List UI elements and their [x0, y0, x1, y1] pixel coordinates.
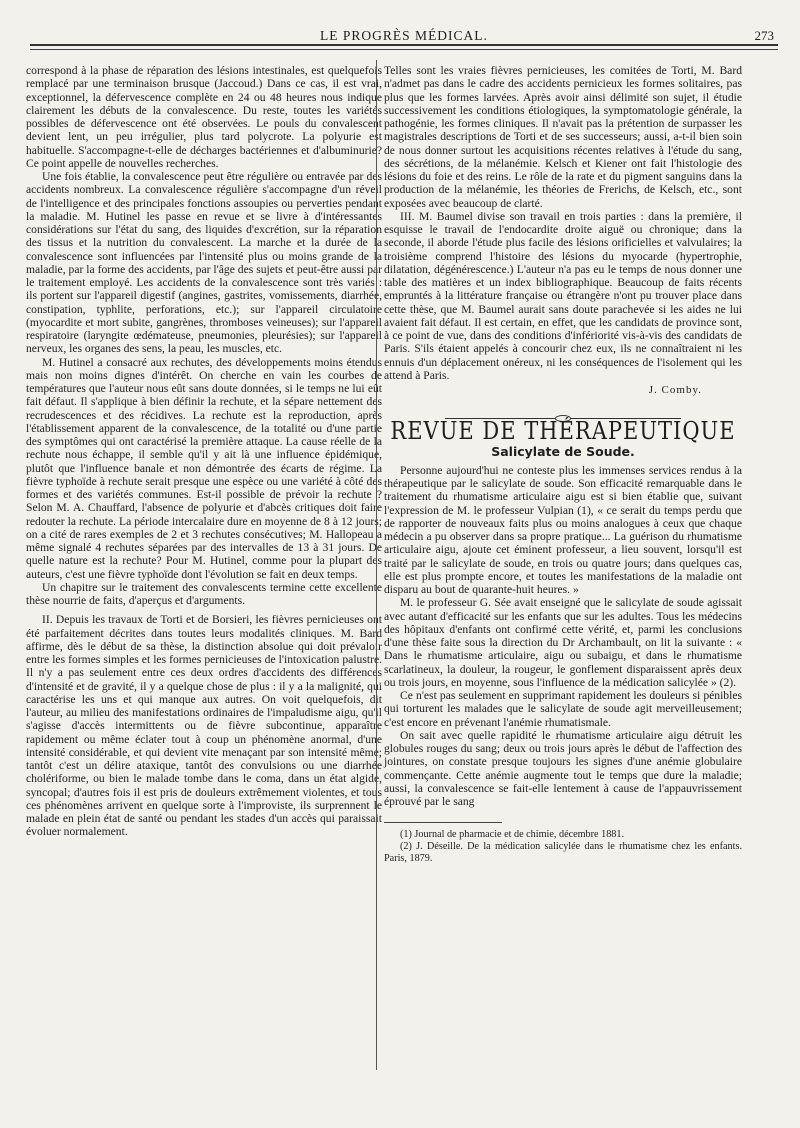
paragraph: Ce n'est pas seulement en supprimant rapidement les douleurs si pénibles qui torturent les malades que le salicylate de soude agit merveilleusement; c'est encore en prévenant l'anémie rhumatismale. — [384, 689, 742, 729]
paragraph: III. M. Baumel divise son travail en trois parties : dans la première, il esquisse le travail de l'endocardite droite aiguë ou chronique; dans la seconde, il aborde l'étude plus facile des lésions orificielles et valvulaires; la troisième comprend l'histoire des lésions du myocarde (hypertrophie, dilatation, dégénérescence.) L'auteur n'a pas eu le temps de nous donner une table des matières et un index bibliographique. Beaucoup de faits récents empruntés à la littérature française ou étrangère n'ont pu trouver place dans cette thèse, que M. Baumel aurait sans doute parachevée si les aides ne lui avaient fait défaut. Il est certain, en effet, que les candidats de province sont, à ce point de vue, dans des conditions d'infériorité vis-à-vis des candidats de Paris. S'ils étaient appelés à concourir chez eux, ils ne connaîtraient ni les ennuis d'un déplacement onéreux, ni les conséquences de l'isolement qui les attend à Paris. — [384, 209, 742, 382]
paragraph: M. le professeur G. Sée avait enseigné que le salicylate de soude agissait avec autant d'efficacité sur les enfants que sur les adultes. Tous les médecins des hôpitaux d'enfants ont confirmé cette vérité, et, parmi les conclusions d'une thèse faite sous la direction du Dr Archambault, on lit la suivante : « Dans le rhumatisme articulaire, aigu ou subaigu, et dans le rhumatisme scarlatineux, la douleur, la rougeur, le gonflement disparaissent après deux ou trois jours, en moyenne, sous l'influence de la médication salicylée » (2). — [384, 596, 742, 689]
paragraph: On sait avec quelle rapidité le rhumatisme articulaire aigu détruit les globules rouges du sang; deux ou trois jours après le début de l'affection des jointures, on constate presque toujours les signes d'une anémie globulaire commençante. Cette anémie augmente tout le temps que dure la maladie; aussi, la convalescence se fait-elle lentement à cause de l'appauvrissement éprouvé par le sang — [384, 728, 742, 808]
header-rule-thick — [30, 44, 778, 46]
footnote: (2) J. Déseille. De la médication salicylée dans le rhumatisme chez les enfants. Paris, 1879. — [384, 841, 742, 865]
left-column — [26, 64, 382, 839]
paragraph: M. Hutinel a consacré aux rechutes, des développements moins étendus mais non moins dignes d'intérêt. On cherche en vain les courbes de températures que l'auteur nous eût sans doute données, si le temps ne lui eût fait défaut. Il s'applique à bien définir la rechute, et la sépare nettement des recrudescences et des récidives. La rechute est la reproduction, après l'établissement apparent de la convalescence, de la totalité ou d'une partie des symptômes qui ont caractérisé la première attaque. La cause réelle de la rechute nous échappe, il semble qu'il y ait là une influence épidémique, plutôt que l'influence banale et non démontrée des écarts de régime. La fièvre typhoïde à rechute serait presque une espèce ou une variété à côté des formes et des variétés communes. Est-il possible de prévoir la rechute ? Selon M. A. Chauffard, l'absence de polyurie et d'abcès critiques doit faire redouter la rechute. La période intercalaire dure en moyenne de 8 à 12 jours; on a cité de rares exemples de 2 et 3 rechutes consécutives; M. Hallopeau a même signalé 4 rechutes séparées par des intervalles de 13 à 31 jours. De quelle nature est la rechute? Pour M. Hutinel, comme pour la plupart des auteurs, c'est une fièvre typhoïde dont l'évolution se fait en deux temps. — [26, 355, 382, 581]
header-rule-thin — [30, 49, 778, 50]
footnote: (1) Journal de pharmacie et de chimie, décembre 1881. — [400, 829, 625, 841]
section-subtitle: Salicylate de Soude. — [491, 443, 635, 459]
footnote-rule — [384, 822, 502, 823]
paragraph: Personne aujourd'hui ne conteste plus les immenses services rendus à la thérapeutique par le salicylate de soude. Son efficacité remarquable dans le traitement du rhumatisme articulaire aigu est si bien établie que, suivant l'expression de M. le professeur Vulpian (1), « ce serait du temps perdu que de rapporter de nouveaux faits plus ou moins analogues à ceux que chaque médecin a pu observer dans sa propre pratique... La guérison du rhumatisme articulaire aigu, ajoute cet éminent professeur, a lieu souvent, lorsqu'il est traité par le salicylate de soude, en trois ou quatre jours; dans quelques cas, elle est plus prompte encore, et toutes les manifestations de la maladie ont disparu au bout de quarante-huit heures. » — [384, 463, 742, 596]
journal-title: LE PROGRÈS MÉDICAL. — [320, 28, 488, 43]
section-title: REVUE DE THÉRAPEUTIQUE — [390, 417, 736, 445]
paragraph: correspond à la phase de réparation des lésions intestinales, est quelquefois remplacé par une terminaison brusque (Jaccoud.) Dans ce cas, il est vrai, exceptionnel, la défervescence complète en 24 ou 48 heures nous indique clairement les débuts de la convalescence. Du reste, toutes les variétés possibles de défervescence ont été observées. Le pouls du convalescent devient lent, un peu irrégulier, plus tard polycrote. La polyurie est habituelle. S'accompagne-t-elle de décharges bactériennes et d'albuminurie? Ce point appelle de nouvelles recherches. — [26, 64, 382, 170]
paragraph: Un chapitre sur le traitement des convalescents termine cette excellente thèse nourrie de faits, d'aperçus et d'arguments. — [26, 580, 382, 607]
right-column — [384, 64, 742, 865]
page-number: 273 — [754, 28, 774, 43]
running-header — [32, 26, 776, 46]
author-signature: J. Comby. — [648, 384, 702, 396]
paragraph: Telles sont les vraies fièvres pernicieuses, les comitées de Torti, M. Bard n'admet pas dans le cadre des accidents pernicieux les formes solitaires, pas plus que les formes larvées. Après avoir ainsi délimité son sujet, il étudie successivement les conditions étiologiques, la symptomatologie générale, la pathogénie, les formes cliniques. Il n'avait pas la prétention de surpasser les magistrales descriptions de Torti et de ses successeurs; aussi, a-t-il bien soin de nous donner surtout les acquisitions récentes relatives à l'étude du sang, des sécrétions, de la mélanémie. Kelsch et Kiener ont fait l'histologie des lésions du foie et des reins. Le rôle de la rate et du pigment sanguins dans la production de la mélanémie, les théories de Frerichs, de Kelsch, etc., sont exposées avec beaucoup de clarté. — [384, 64, 742, 210]
paragraph: Une fois établie, la convalescence peut être régulière ou entravée par des accidents nombreux. La convalescence régulière s'accompagne d'un réveil de l'intelligence et des principales fonctions assoupies ou perverties pendant la maladie. M. Hutinel les passe en revue et se livre à d'intéressantes considérations sur l'état du sang, des liquides d'excrétion, sur la réparation des tissus et la nutrition du convalescent. La marche et la durée de la convalescence sont influencées par l'intensité plus ou moins grande de la maladie, par la forme des accidents, par l'âge des sujets et peut-être aussi par le traitement employé. Les accidents de la convalescence sont très variés : ils portent sur l'appareil digestif (angines, gastrites, vomissements, diarrhée, constipation, typhlite, perforations, etc.); sur l'appareil circulatoire (myocardite et mort subite, gangrènes, thromboses veineuses); sur l'appareil respiratoire (laryngite œdémateuse, pneumonies, pleurésies); sur l'appareil nerveux, les organes des sens, la peau, les muscles, etc. — [26, 170, 382, 356]
paragraph: II. Depuis les travaux de Torti et de Borsieri, les fièvres pernicieuses ont été parfaitement décrites dans toutes leurs modalités cliniques. M. Bard affirme, dès le début de sa thèse, la distinction absolue qui doit prévaloir entre les formes simples et les formes pernicieuses de l'intoxication palustre. Il n'y a pas seulement entre ces deux ordres d'accidents des différences d'intensité et de gravité, il y a quelque chose de plus : il y a la malignité, qui caractérise les uns et qui manque aux autres. On voit quelquefois, dit l'auteur, au milieu des manifestations ordinaires de l'impaludisme aigu, qu'il s'agisse d'accès intermittents ou de fièvre subcontinue, apparaître rapidement ou même éclater tout à coup un phénomène anormal, d'une intensité considérable, et qui devient vite menaçant par son intensité même; tantôt c'est un délire ataxique, tantôt des convulsions ou une diarrhée cholériforme, ou bien le malade tombe dans le coma, dans un état algide, syncopal; d'autres fois il est pris de douleurs extrêmement violentes, et tous ces phénomènes arrivent en quelque sorte à l'improviste, ils surprennent le malade en plein état de santé ou pendant les stades d'un accès qui paraissait évoluer normalement. — [26, 613, 382, 839]
column-divider — [376, 60, 377, 1070]
